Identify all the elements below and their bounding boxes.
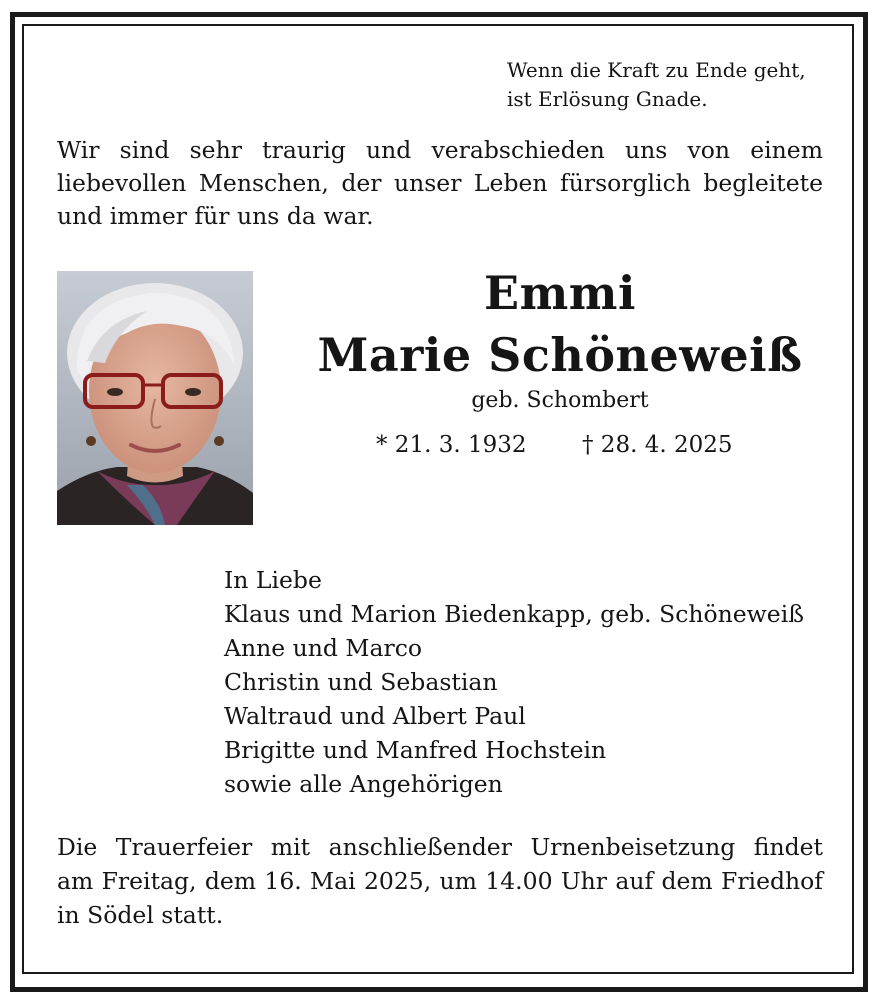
intro-text bbox=[57, 134, 823, 233]
motto-line: ist Erlösung Gnade. bbox=[507, 87, 708, 111]
mourners-line: In Liebe bbox=[224, 566, 322, 594]
mourners-line: sowie alle Angehörigen bbox=[224, 770, 503, 798]
service-info bbox=[57, 830, 823, 932]
birth-date: * 21. 3. 1932 bbox=[376, 432, 527, 458]
motto bbox=[507, 56, 806, 114]
mourners-line: Brigitte und Manfred Hochstein bbox=[224, 736, 607, 764]
maiden-name: geb. Schombert bbox=[471, 388, 649, 413]
service-line: in Södel statt. bbox=[57, 901, 224, 929]
mourners-line: Waltraud und Albert Paul bbox=[224, 702, 526, 730]
portrait-photo bbox=[57, 271, 253, 525]
mourners-line: Anne und Marco bbox=[224, 634, 423, 662]
full-name: Marie Schöneweiß bbox=[317, 328, 803, 382]
intro-line: und immer für uns da war. bbox=[57, 202, 374, 230]
service-line: Die Trauerfeier mit anschließender Urnenbeisetzung findet bbox=[57, 833, 823, 861]
intro-line: Wir sind sehr traurig und verabschieden uns von einem bbox=[57, 136, 823, 164]
intro-line: liebevollen Menschen, der unser Leben fürsorglich begleitete bbox=[57, 169, 823, 197]
mourners-list bbox=[224, 563, 804, 801]
mourners-line: Klaus und Marion Biedenkapp, geb. Schöneweiß bbox=[224, 600, 804, 628]
motto-line: Wenn die Kraft zu Ende geht, bbox=[507, 58, 806, 82]
death-date: † 28. 4. 2025 bbox=[582, 432, 733, 458]
first-name: Emmi bbox=[484, 266, 636, 320]
mourners-line: Christin und Sebastian bbox=[224, 668, 498, 696]
service-line: am Freitag, dem 16. Mai 2025, um 14.00 Uhr auf dem Friedhof bbox=[57, 867, 823, 895]
